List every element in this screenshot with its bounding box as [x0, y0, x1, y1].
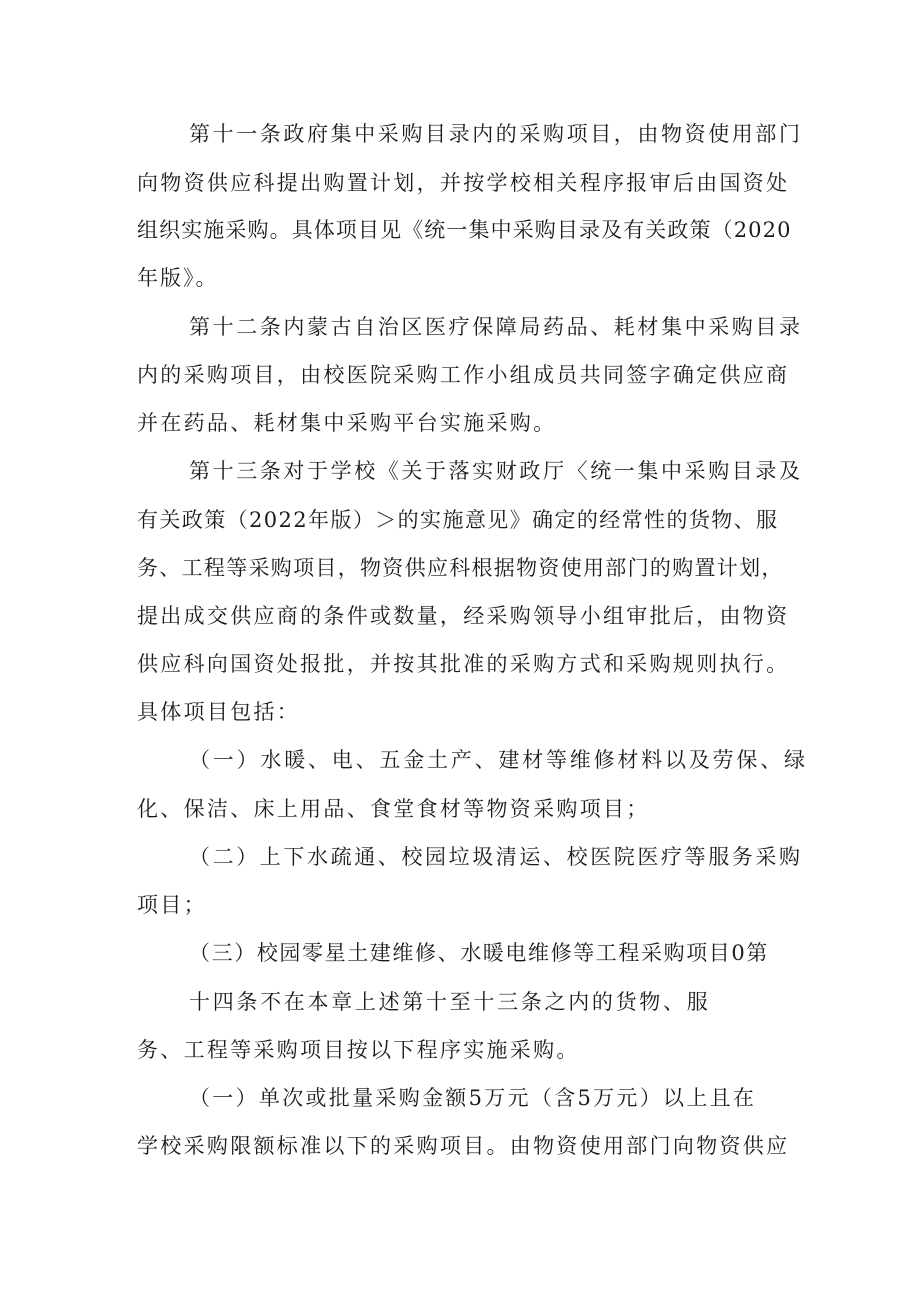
text-line-4: 年版》。 — [137, 266, 219, 290]
text-line-3: 组织实施采购。具体项目见《统一集中采购目录及有关政策（2020 — [137, 218, 792, 242]
text-line-21: （一）单次或批量采购金额5万元（含5万元）以上且在 — [189, 1086, 757, 1110]
text-line-11: 提出成交供应商的条件或数量，经采购领导小组审批后，由物资 — [137, 604, 790, 628]
text-line-17: 项目； — [137, 893, 207, 917]
text-line-12: 供应科向国资处报批，并按其批准的采购方式和采购规则执行。 — [137, 652, 790, 676]
text-line-10: 务、工程等采购项目，物资供应科根据物资使用部门的购置计划， — [137, 556, 784, 580]
text-line-16: （二）上下水疏通、校园垃圾清运、校医院医疗等服务采购 — [189, 845, 803, 869]
text-line-7: 并在药品、耗材集中采购平台实施采购。 — [137, 411, 557, 435]
text-line-13: 具体项目包括： — [137, 700, 301, 724]
text-line-9: 有关政策（2022年版）＞的实施意见》确定的经常性的货物、服 — [137, 508, 779, 532]
text-line-5: 第十二条内蒙古自治区医疗保障局药品、耗材集中采购目录 — [189, 315, 803, 339]
text-line-22: 学校采购限额标准以下的采购项目。由物资使用部门向物资供应 — [137, 1134, 790, 1158]
text-line-2: 向物资供应科提出购置计划，并按学校相关程序报审后由国资处 — [137, 171, 790, 195]
text-line-20: 务、工程等采购项目按以下程序实施采购。 — [137, 1038, 580, 1062]
text-line-1: 第十一条政府集中采购目录内的采购项目，由物资使用部门 — [189, 122, 803, 146]
text-line-15: 化、保洁、床上用品、食堂食材等物资采购项目； — [137, 797, 650, 821]
text-line-18: （三）校园零星土建维修、水暖电维修等工程采购项目0第 — [189, 941, 769, 965]
text-line-14: （一）水暖、电、五金土产、建材等维修材料以及劳保、绿 — [189, 748, 808, 772]
text-line-19: 十四条不在本章上述第十至十三条之内的货物、服 — [189, 990, 711, 1014]
text-line-8: 第十三条对于学校《关于落实财政厅〈统一集中采购目录及 — [189, 459, 803, 483]
text-line-6: 内的采购项目，由校医院采购工作小组成员共同签字确定供应商 — [137, 363, 790, 387]
